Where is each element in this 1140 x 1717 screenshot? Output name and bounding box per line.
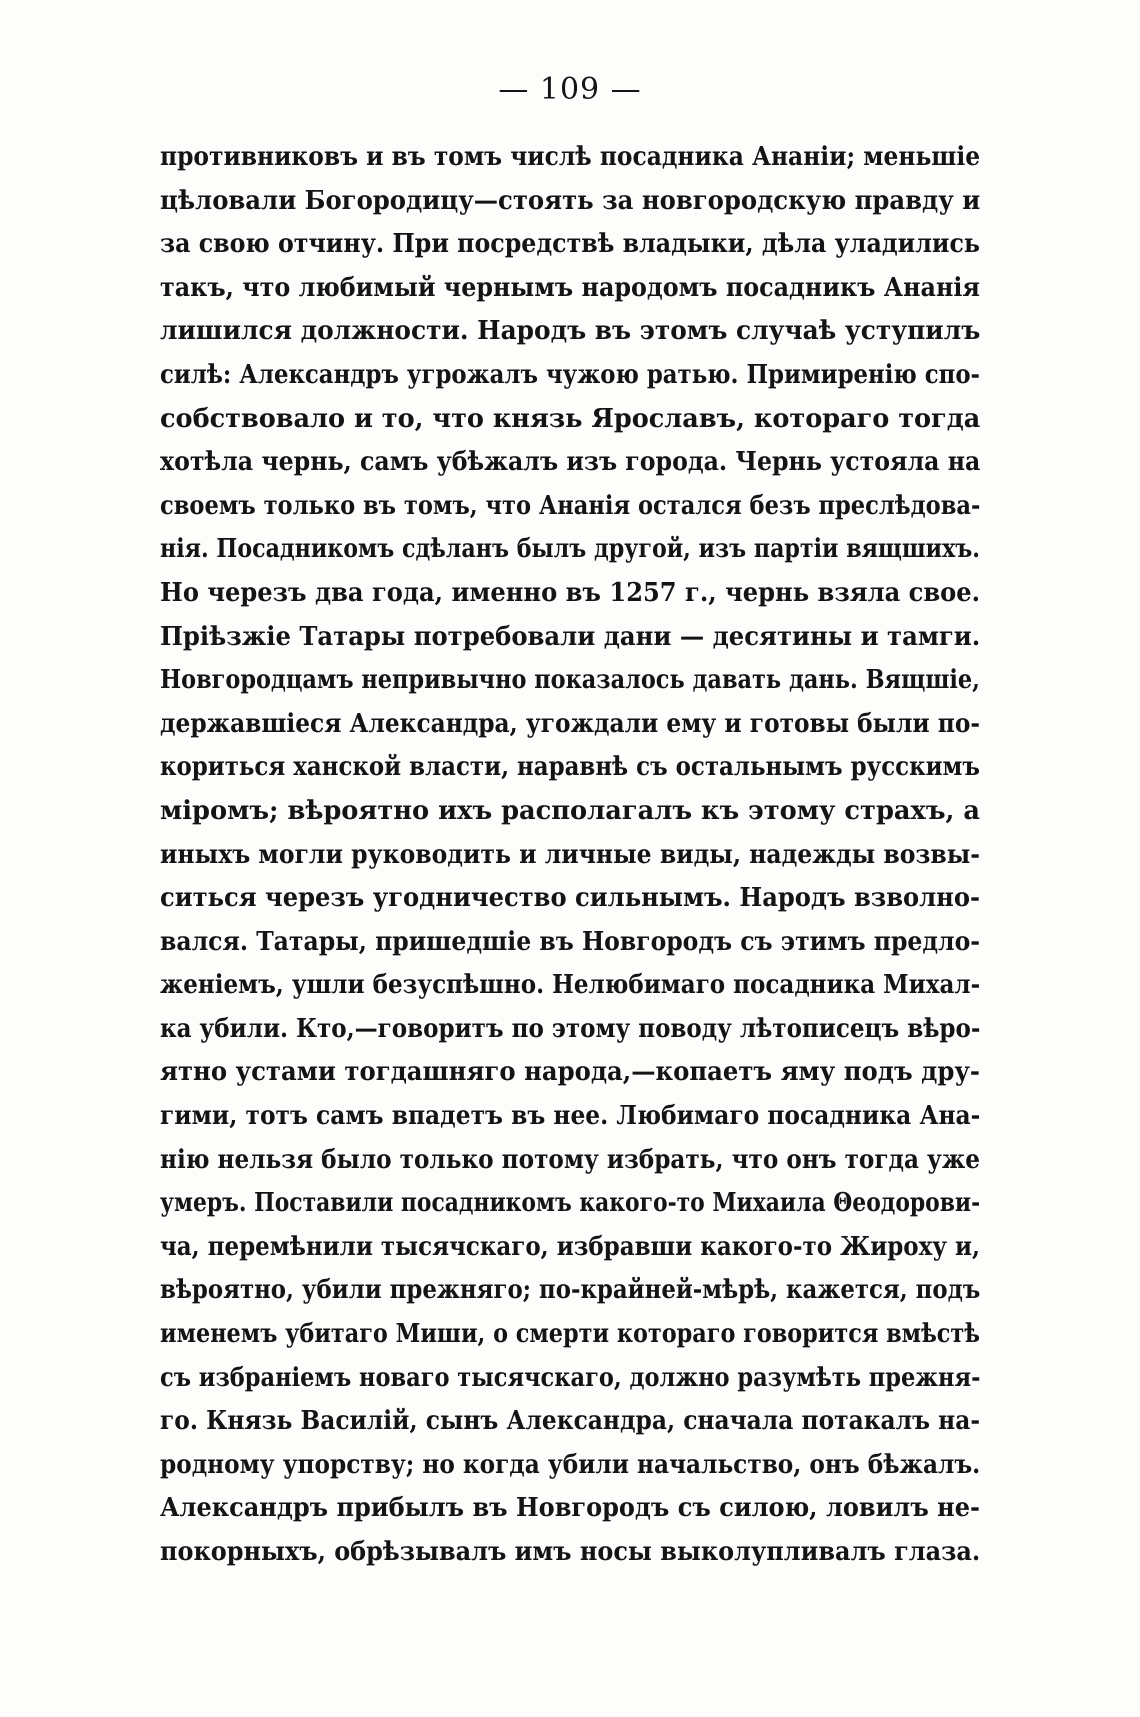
text-line: ча, перемѣнили тысячскаго, избравши какого-то Жироху и, bbox=[160, 1231, 981, 1262]
text-line: Прiѣзжiе Татары потребовали дани — десятины и тамги. bbox=[160, 621, 980, 652]
text-line: мiромъ; вѣроятно ихъ располагалъ къ этому страхъ, а bbox=[160, 795, 981, 826]
text-line: такъ, что любимый чернымъ народомъ посадникъ Ананiя bbox=[160, 272, 981, 303]
text-line: цѣловали Богородицу—стоять за новгородскую правду и bbox=[160, 185, 980, 216]
page-number: — 109 — bbox=[498, 72, 642, 107]
text-line: съ избранiемъ новаго тысячскаго, должно разумѣть прежня- bbox=[160, 1362, 981, 1393]
text-line: вался. Татары, пришедшiе въ Новгородъ съ этимъ предло- bbox=[160, 926, 981, 957]
text-line: Александръ прибылъ въ Новгородъ съ силою, ловилъ не- bbox=[160, 1493, 980, 1524]
text-line: кориться ханской власти, наравнѣ съ остальнымъ русскимъ bbox=[160, 752, 980, 783]
text-line: державшiеся Александра, угождали ему и готовы были по- bbox=[160, 708, 981, 739]
text-line: ятно устами тогдашняго народа,—копаетъ яму подъ дру- bbox=[160, 1057, 980, 1088]
text-line: нiю нельзя было только потому избрать, что онъ тогда уже bbox=[160, 1144, 980, 1175]
text-line: ка убили. Кто,—говоритъ по этому поводу лѣтописецъ вѣро- bbox=[160, 1013, 980, 1044]
text-line: нiя. Посадникомъ сдѣланъ былъ другой, изъ партiи вящшихъ. bbox=[160, 534, 980, 565]
body-text bbox=[160, 136, 980, 1575]
text-line: женiемъ, ушли безуспѣшно. Нелюбимаго посадника Михал- bbox=[160, 970, 980, 1001]
text-line: гими, тотъ самъ впадетъ въ нее. Любимаго посадника Ана- bbox=[160, 1101, 980, 1132]
text-line: хотѣла чернь, самъ убѣжалъ изъ города. Чернь устояла на bbox=[160, 447, 981, 478]
text-line: за свою отчину. При посредствѣ владыки, дѣла уладились bbox=[160, 229, 980, 260]
text-line: го. Князь Василiй, сынъ Александра, сначала потакалъ на- bbox=[160, 1406, 981, 1437]
text-line: именемъ убитаго Миши, о смерти котораго говорится вмѣстѣ bbox=[160, 1319, 980, 1350]
text-line: покорныхъ, обрѣзывалъ имъ носы выколупливалъ глаза. bbox=[160, 1537, 980, 1567]
text-line: Новгородцамъ непривычно показалось давать дань. Вящшiе, bbox=[160, 665, 980, 696]
text-line: лишился должности. Народъ въ этомъ случаѣ уступилъ bbox=[160, 316, 981, 347]
text-line: собствовало и то, что князь Ярославъ, котораго тогда bbox=[160, 403, 980, 434]
text-line: Но черезъ два года, именно въ 1257 г., чернь взяла свое. bbox=[160, 577, 981, 608]
text-line: ситься черезъ угодничество сильнымъ. Народъ взволно- bbox=[160, 883, 980, 914]
text-line: силѣ: Александръ угрожалъ чужою ратью. Примиренiю спо- bbox=[160, 359, 980, 390]
text-line: вѣроятно, убили прежняго; по-крайней-мѣрѣ, кажется, подъ bbox=[160, 1275, 980, 1306]
text-line: своемъ только въ томъ, что Ананiя остался безъ преслѣдова- bbox=[160, 490, 980, 521]
text-line: иныхъ могли руководить и личные виды, надежды возвы- bbox=[160, 839, 981, 870]
text-line: противниковъ и въ томъ числѣ посадника Ананiи; меньшiе bbox=[160, 142, 980, 172]
text-line: родному упорству; но когда убили начальство, онъ бѣжалъ. bbox=[160, 1449, 981, 1480]
text-line: умеръ. Поставили посадникомъ какого-то Михаила Θеодорови- bbox=[160, 1188, 981, 1219]
